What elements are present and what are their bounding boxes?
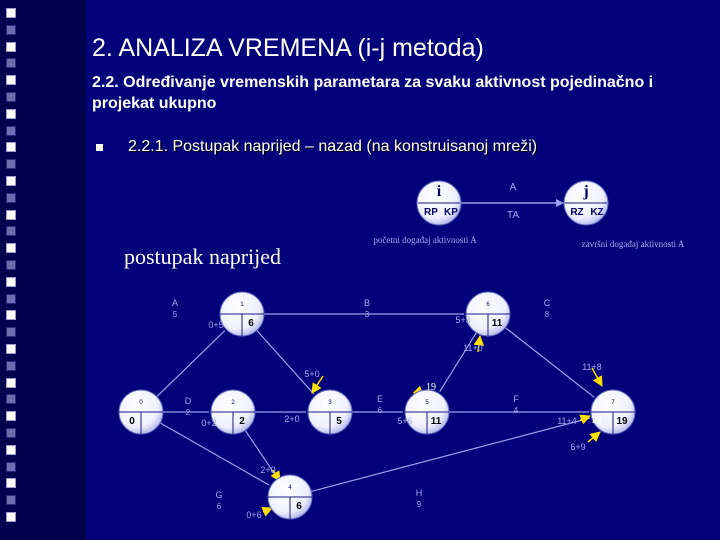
legend-end-event-text: završni događaj aktivnosti A [581,239,685,249]
event-node-number: 1 [240,302,244,308]
slide-title: 2. ANALIZA VREMENA (i-j metoda) [92,34,484,62]
activity-name-label: A [171,298,179,308]
forward-sum-label: 11+8 [582,362,602,372]
forward-arrow-icon [263,508,272,512]
edge-4-7 [311,418,590,491]
event-node-number: 0 [139,400,143,406]
event-node-kp-value: 19 [616,416,628,427]
forward-pass-label: postupak naprijed [124,244,282,269]
slide-subtitle: 2.2. Određivanje vremenskih parametara za svaku aktivnost pojedinačno i projekat ukupno [92,74,654,112]
legend-start-event-text: početni događaj aktivnosti A [373,235,477,245]
activity-duration-label: 4 [513,406,519,415]
edge-6-7 [505,328,594,398]
forward-sum-label: 11+4 [557,416,577,426]
forward-sum-label: 5+3 [455,315,471,325]
legend-i-label: i [436,183,442,200]
event-node-number: 5 [425,400,429,406]
event-node-number: 2 [231,400,235,406]
legend-kp-label: KP [444,207,458,218]
forward-arrow-icon [588,432,600,442]
legend-activity-label: A [509,182,517,193]
edge-0-4 [160,423,269,485]
highlight-value-node5: 11 [412,412,424,423]
activity-duration-label: 8 [544,310,550,319]
legend-arrowhead-icon [556,199,564,207]
edge-1-3 [257,330,314,394]
legend [373,181,684,249]
activity-duration-label: 6 [377,406,383,415]
event-node-kp-value: 11 [430,416,442,427]
event-node-number: 6 [486,302,490,308]
activity-name-label: G [215,490,223,500]
activity-duration-label: 9 [416,500,422,509]
event-node-kp-value: 6 [248,318,254,329]
forward-sum-label: 5+0 [304,369,320,379]
forward-sum-label: 2+0 [284,414,300,424]
event-node-kp-value: 2 [239,416,245,427]
forward-sum-label: 5+6 [397,416,413,426]
edge-6-5 [440,333,477,392]
forward-sum-label: 11+0 [463,343,483,353]
activity-duration-label: 6 [216,502,222,511]
event-node-number: 4 [288,485,292,491]
legend-rz-label: RZ [570,207,584,218]
legend-j-label: j [583,183,589,200]
activity-name-label: D [184,396,192,406]
highlight-value-top: 19 [426,382,436,393]
event-node-kp-value: 11 [491,318,503,329]
activity-duration-label: 3 [364,310,370,319]
activity-name-label: F [513,394,519,404]
event-node-number: 3 [328,400,332,406]
highlight-value-end: 19 [590,414,602,426]
activity-duration-label: 2 [185,408,191,417]
event-node-kp-value: 5 [336,416,342,427]
activity-name-label: B [363,298,371,308]
edge-0-1 [157,331,225,397]
forward-sum-label: 0+5 [208,320,224,330]
bullet-text: 2.2.1. Postupak naprijed – nazad (na konstruisanoj mreži) [128,138,538,155]
activity-name-label: C [543,298,551,308]
activity-duration-label: 5 [172,310,178,319]
legend-rp-label: RP [424,207,438,218]
event-node-number: 7 [611,400,615,406]
forward-sum-label: 2+0 [260,465,276,475]
event-node-kp-value: 6 [296,501,302,512]
forward-sum-label: 6+9 [570,442,586,452]
legend-kz-label: KZ [590,207,604,218]
activity-name-label: E [376,394,384,404]
forward-sum-label: 0+6 [246,510,262,520]
forward-sum-label: 0+2 [201,418,217,428]
legend-ta-label: TA [506,210,520,221]
event-node-rp-value: 0 [129,416,135,427]
activity-name-label: H [415,488,423,498]
